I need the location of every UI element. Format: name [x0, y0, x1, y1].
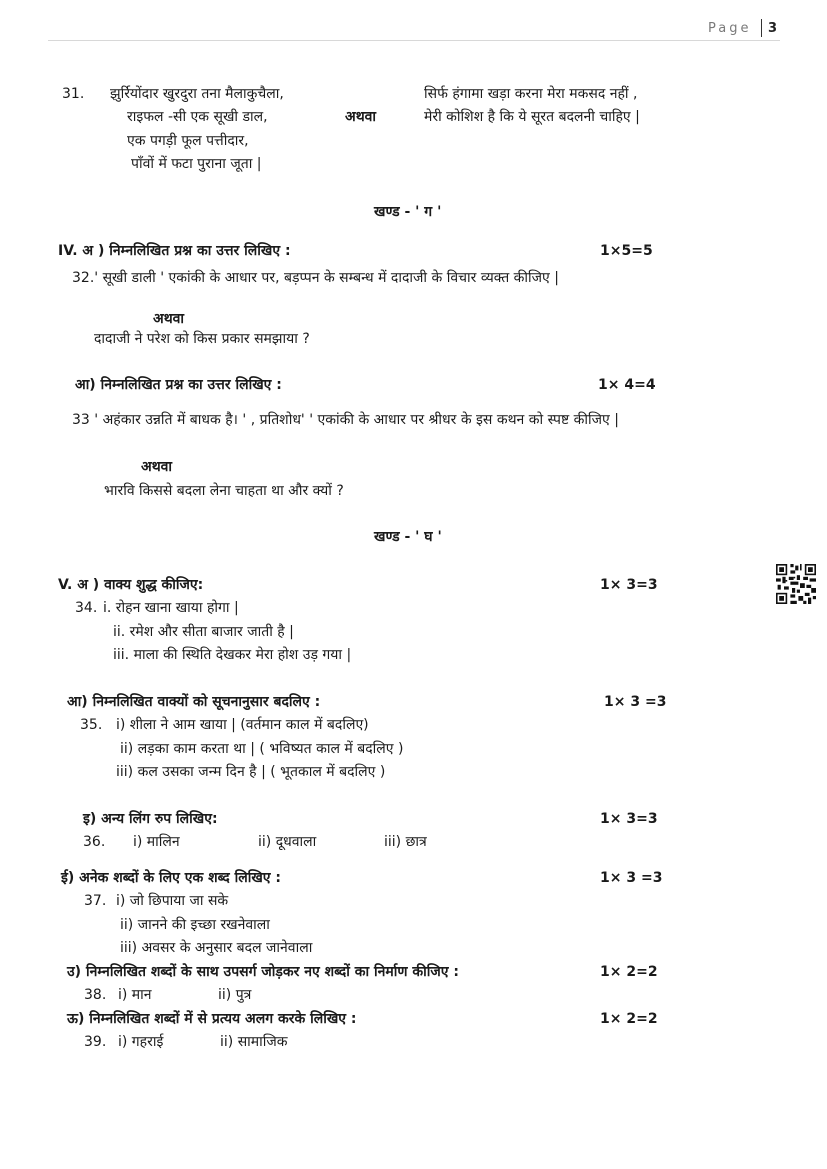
- q31-right-line-1: सिर्फ हंगामा खड़ा करना मेरा मकसद नहीं ,: [424, 86, 638, 102]
- section-gh-part-ii-label: ई) अनेक शब्दों के लिए एक शब्द लिखिए :: [61, 870, 281, 886]
- section-gh-title: खण्ड - ' घ ': [374, 529, 442, 545]
- q37-number: 37.: [84, 893, 107, 909]
- q35-number: 35.: [80, 717, 103, 733]
- q31-number: 31.: [62, 86, 85, 102]
- q37-item-2: ii) जानने की इच्छा रखनेवाला: [120, 917, 270, 933]
- q36-number: 36.: [83, 834, 106, 850]
- section-g-part-a-marks: 1×5=5: [600, 243, 653, 259]
- q34-item-2: ii. रमेश और सीता बाजार जाती है |: [113, 624, 294, 640]
- q33-or: अथवा: [141, 459, 173, 475]
- q32-or: अथवा: [153, 311, 185, 327]
- q35-item-1: i) शीला ने आम खाया | (वर्तमान काल में बदलिए): [116, 717, 369, 733]
- header-rule: [48, 40, 780, 41]
- section-g-part-aa-marks: 1× 4=4: [598, 377, 656, 393]
- q31-left-line-1: झुर्रियोंदार खुरदुरा तना मैलाकुचैला,: [110, 86, 284, 102]
- q34-item-1: i. रोहन खाना खाया होगा |: [103, 600, 239, 616]
- section-gh-part-i-marks: 1× 3=3: [600, 811, 658, 827]
- q33-alt-text: भारवि किससे बदला लेना चाहता था और क्यों ?: [104, 483, 344, 499]
- q31-or: अथवा: [345, 109, 377, 125]
- page-number: 3: [768, 21, 778, 36]
- section-g-part-a-label: IV. अ ) निम्नलिखित प्रश्न का उत्तर लिखिए :: [58, 243, 291, 259]
- section-gh-part-uu-marks: 1× 2=2: [600, 1011, 658, 1027]
- q32-alt-text: दादाजी ने परेश को किस प्रकार समझाया ?: [94, 331, 310, 347]
- page-separator: [761, 19, 762, 37]
- page-label: Page: [708, 21, 752, 36]
- q39-item-2: ii) सामाजिक: [220, 1034, 288, 1050]
- q35-item-2: ii) लड़का काम करता था | ( भविष्यत काल में बदलिए ): [120, 741, 404, 757]
- q38-number: 38.: [84, 987, 107, 1003]
- q37-item-3: iii) अवसर के अनुसार बदल जानेवाला: [120, 940, 313, 956]
- q38-item-1: i) मान: [118, 987, 152, 1003]
- section-gh-part-uu-label: ऊ) निम्नलिखित शब्दों में से प्रत्यय अलग करके लिखिए :: [67, 1011, 357, 1027]
- section-g-part-aa-label: आ) निम्नलिखित प्रश्न का उत्तर लिखिए :: [75, 377, 282, 393]
- q31-right-line-2: मेरी कोशिश है कि ये सूरत बदलनी चाहिए |: [424, 109, 640, 125]
- qr-code-icon: [776, 564, 816, 604]
- q35-item-3: iii) कल उसका जन्म दिन है | ( भूतकाल में बदलिए ): [116, 764, 386, 780]
- q31-left-line-4: पाँवों में फटा पुराना जूता |: [131, 156, 262, 172]
- section-g-title: खण्ड - ' ग ': [374, 204, 442, 220]
- q31-left-line-2: राइफल -सी एक सूखी डाल,: [127, 109, 268, 125]
- q39-number: 39.: [84, 1034, 107, 1050]
- q36-item-2: ii) दूधवाला: [258, 834, 317, 850]
- section-gh-part-a-marks: 1× 3=3: [600, 577, 658, 593]
- q37-item-1: i) जो छिपाया जा सके: [116, 893, 229, 909]
- section-gh-part-ii-marks: 1× 3 =3: [600, 870, 663, 886]
- section-gh-part-aa-label: आ) निम्नलिखित वाक्यों को सूचनानुसार बदलिए :: [67, 694, 321, 710]
- q34-number: 34.: [75, 600, 98, 616]
- q33-text: 33 ' अहंकार उन्नति में बाधक है। ' , प्रतिशोध' ' एकांकी के आधार पर श्रीधर के इस कथन को स्पष्ट कीजिए |: [72, 412, 619, 428]
- section-gh-part-u-label: उ) निम्नलिखित शब्दों के साथ उपसर्ग जोड़कर नए शब्दों का निर्माण कीजिए :: [67, 964, 459, 980]
- q36-item-3: iii) छात्र: [384, 834, 427, 850]
- section-gh-part-aa-marks: 1× 3 =3: [604, 694, 667, 710]
- section-gh-part-i-label: इ) अन्य लिंग रुप लिखिए:: [83, 811, 218, 827]
- q36-item-1: i) मालिन: [133, 834, 180, 850]
- q31-left-line-3: एक पगड़ी फूल पत्तीदार,: [127, 133, 249, 149]
- q34-item-3: iii. माला की स्थिति देखकर मेरा होश उड़ गया |: [113, 647, 352, 663]
- q39-item-1: i) गहराई: [118, 1034, 164, 1050]
- q32-text: 32.' सूखी डाली ' एकांकी के आधार पर, बड़प्पन के सम्बन्ध में दादाजी के विचार व्यक्त कीजिए |: [72, 270, 559, 286]
- section-gh-part-u-marks: 1× 2=2: [600, 964, 658, 980]
- section-gh-part-a-label: V. अ ) वाक्य शुद्ध कीजिए:: [58, 577, 204, 593]
- q38-item-2: ii) पुत्र: [218, 987, 252, 1003]
